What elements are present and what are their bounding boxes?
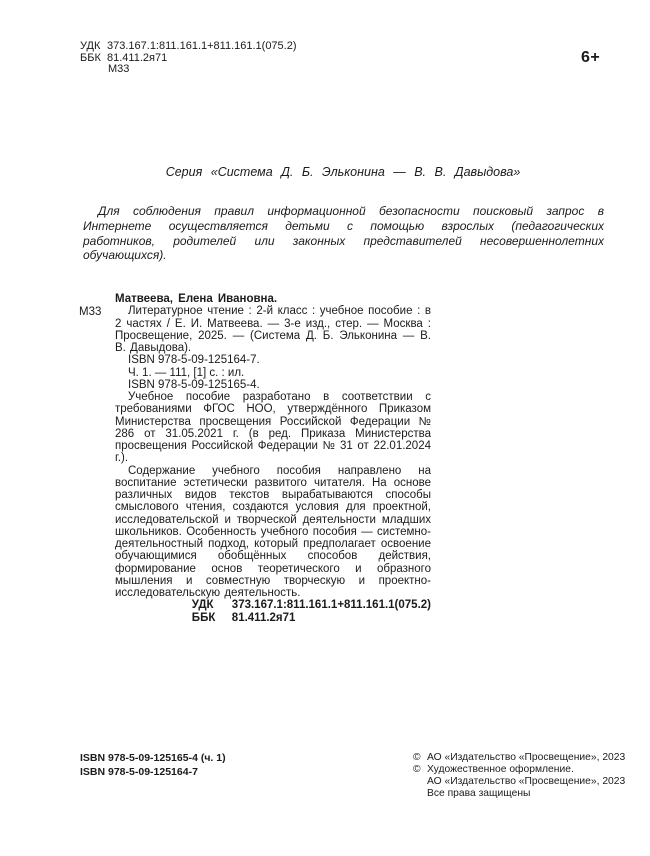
udk-line [80, 41, 297, 53]
bbk-label: ББК [80, 51, 101, 64]
catalog-card [115, 293, 431, 624]
copyright-text: Все права защищены [427, 788, 531, 799]
author-sign: М33 [108, 63, 130, 75]
annotation-paragraph: Содержание учебного пособия направлено на воспитание эстетически развитого читателя. На основе различных видов текстов вырабатываются способы смыслового чтения, создаются условия для проектной, исследовательской и творческой деятельности младших школьников. Особенность учебного пособия — системно-деятельностный подход, который предполагает освоение обучающимися обобщённых способов действия, формирование основ теоретического и образного мышления и совместную творческую и проектно-исследовательскую деятельность. [115, 464, 431, 599]
info-safety-note: Для соблюдения правил информационной безопасности поисковый запрос в Интернете осуществляется детьми с помощью взрослых (педагогических работников, родителей или законных представителей несовершеннолетних обучающихся). [83, 204, 604, 263]
udk-label: УДК [80, 40, 101, 52]
author-heading: Матвеева, Елена Ивановна. [115, 293, 278, 305]
copyright-line [413, 788, 625, 800]
copyright-line [413, 752, 625, 764]
isbn-common-line: ISBN 978-5-09-125164-7. [128, 354, 260, 367]
copyright-mark: © [413, 752, 421, 763]
footer-isbn-block [80, 752, 226, 779]
copyright-line [413, 776, 625, 788]
copyright-mark [413, 776, 427, 788]
catalog-bbk-label: ББК [191, 611, 216, 624]
catalog-udk-label: УДК [191, 599, 214, 612]
catalog-udk-value: 373.167.1:811.161.1+811.161.1(075.2) [231, 599, 431, 612]
fgos-paragraph: Учебное пособие разработано в соответствии с требованиями ФГОС НОО, утверждённого Приказом Министерства просвещения Российской Федерации № 286 от 31.05.2021 г. (в ред. Приказа Министерства просвещения Российской Федерации № 31 от 22.01.2024 г.). [115, 391, 431, 465]
copyright-mark [413, 788, 427, 800]
copyright-text: АО «Издательство «Просвещение», 2023 [427, 776, 626, 787]
bbk-value: 81.411.2я71 [107, 51, 168, 64]
catalog-bbk-value: 81.411.2я71 [231, 611, 296, 624]
udk-bbk-block [80, 41, 297, 76]
udk-value: 373.167.1:811.161.1+811.161.1(075.2) [107, 40, 297, 52]
copyright-block [413, 752, 625, 800]
part-info-line: Ч. 1. — 111, [1] с. : ил. [128, 366, 245, 379]
footer-isbn-line: ISBN 978-5-09-125165-4 (ч. 1) [80, 752, 226, 764]
catalog-codes-block [115, 599, 431, 624]
age-rating-badge: 6+ [581, 49, 601, 66]
catalog-bbk-line [192, 612, 431, 624]
footer-isbn-line: ISBN 978-5-09-125164-7 [80, 765, 198, 778]
copyright-line [413, 764, 625, 776]
isbn-part-line: ISBN 978-5-09-125165-4. [128, 378, 260, 391]
copyright-text: АО «Издательство «Просвещение», 2023 [427, 752, 626, 763]
catalog-author-sign: М33 [79, 306, 102, 318]
copyright-mark: © [413, 764, 421, 775]
copyright-text: Художественное оформление. [427, 764, 574, 775]
bibliographic-description: Литературное чтение : 2-й класс : учебное пособие : в 2 частях / Е. И. Матвеева. — 3-е изд., стер. — Москва : Просвещение, 2025. — (Система Д. Б. Эльконина — В. В. Давыдова). [115, 305, 431, 354]
series-line: Серия «Система Д. Б. Эльконина — В. В. Давыдова» [165, 165, 521, 179]
catalog-udk-line [192, 599, 431, 611]
